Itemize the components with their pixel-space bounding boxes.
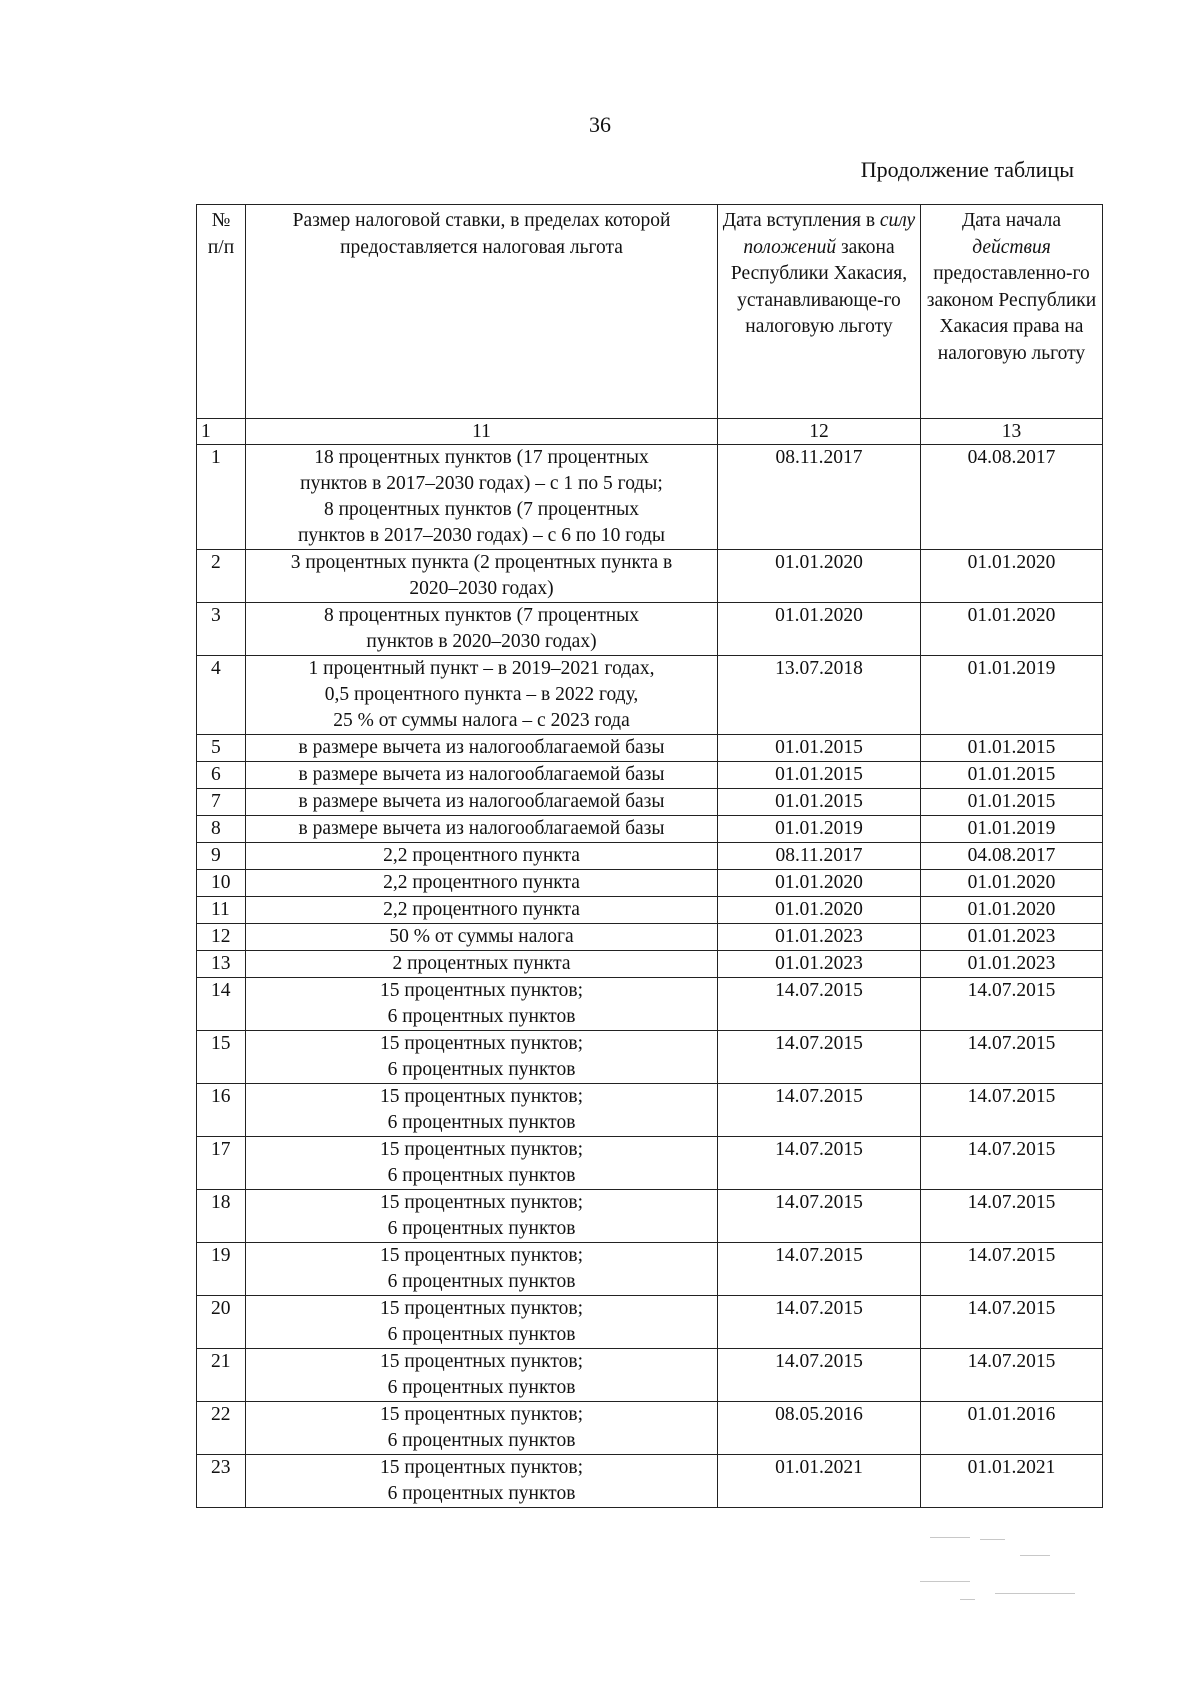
- start-date-cell: 01.01.2015: [921, 789, 1103, 816]
- effective-date-cell: 08.11.2017: [718, 843, 921, 870]
- table-row: [197, 816, 1103, 843]
- effective-date-cell: 14.07.2015: [718, 1031, 921, 1084]
- tax-rate-cell: 15 процентных пунктов; 6 процентных пунктов: [246, 1243, 718, 1296]
- tax-rate-cell: 18 процентных пунктов (17 процентных пунктов в 2017–2030 годах) – с 1 по 5 годы; 8 процентных пунктов (7 процентных пунктов в 2017–2030 годах) – с 6 по 10 годы: [246, 445, 718, 550]
- table-header: [197, 205, 1103, 445]
- row-number: 11: [197, 897, 246, 924]
- table-row: [197, 1031, 1103, 1084]
- start-date-cell: 04.08.2017: [921, 445, 1103, 550]
- effective-date-cell: 01.01.2020: [718, 897, 921, 924]
- effective-date-cell: 01.01.2023: [718, 951, 921, 978]
- start-date-cell: 01.01.2023: [921, 924, 1103, 951]
- table-row: [197, 735, 1103, 762]
- tax-rate-cell: 15 процентных пунктов; 6 процентных пунктов: [246, 1190, 718, 1243]
- row-number: 12: [197, 924, 246, 951]
- tax-rate-cell: 15 процентных пунктов; 6 процентных пунктов: [246, 1349, 718, 1402]
- table-row: [197, 1137, 1103, 1190]
- table-continuation-label: Продолжение таблицы: [860, 157, 1074, 182]
- effective-date-cell: 01.01.2019: [718, 816, 921, 843]
- row-number: 18: [197, 1190, 246, 1243]
- header-tax-rate: Размер налоговой ставки, в пределах которой предоставляется налоговая льгота: [246, 205, 718, 419]
- tax-rate-cell: в размере вычета из налогооблагаемой базы: [246, 816, 718, 843]
- effective-date-cell: 14.07.2015: [718, 1084, 921, 1137]
- row-number: 15: [197, 1031, 246, 1084]
- row-number: 14: [197, 978, 246, 1031]
- table-row: [197, 1455, 1103, 1508]
- table-row: [197, 843, 1103, 870]
- start-date-cell: 01.01.2015: [921, 735, 1103, 762]
- header-effective-date-prefix: Дата вступления в: [722, 210, 880, 231]
- header-effective-date: [718, 205, 921, 419]
- start-date-cell: 01.01.2021: [921, 1455, 1103, 1508]
- header-start-date-prefix: Дата начала: [961, 210, 1062, 231]
- tax-rate-cell: 2 процентных пункта: [246, 951, 718, 978]
- header-effective-date-suffix: закона Республики Хакасия, устанавливающе-го налоговую льготу: [730, 236, 908, 337]
- tax-rate-cell: 8 процентных пунктов (7 процентных пунктов в 2020–2030 годах): [246, 603, 718, 656]
- row-number: 9: [197, 843, 246, 870]
- table-row: [197, 1402, 1103, 1455]
- table-row: [197, 870, 1103, 897]
- start-date-cell: 14.07.2015: [921, 1349, 1103, 1402]
- effective-date-cell: 01.01.2021: [718, 1455, 921, 1508]
- tax-rate-cell: в размере вычета из налогооблагаемой базы: [246, 789, 718, 816]
- start-date-cell: 14.07.2015: [921, 1084, 1103, 1137]
- tax-rate-cell: 15 процентных пунктов; 6 процентных пунктов: [246, 1296, 718, 1349]
- start-date-cell: 01.01.2019: [921, 816, 1103, 843]
- effective-date-cell: 08.11.2017: [718, 445, 921, 550]
- tax-rate-cell: 15 процентных пунктов; 6 процентных пунктов: [246, 1137, 718, 1190]
- table-row: [197, 1349, 1103, 1402]
- tax-rate-cell: 15 процентных пунктов; 6 процентных пунктов: [246, 1084, 718, 1137]
- row-number: 2: [197, 550, 246, 603]
- table-row: [197, 550, 1103, 603]
- row-number: 22: [197, 1402, 246, 1455]
- tax-rate-cell: 15 процентных пунктов; 6 процентных пунктов: [246, 1455, 718, 1508]
- effective-date-cell: 01.01.2015: [718, 735, 921, 762]
- start-date-cell: 14.07.2015: [921, 1243, 1103, 1296]
- effective-date-cell: 01.01.2015: [718, 789, 921, 816]
- row-number: 20: [197, 1296, 246, 1349]
- row-number: 19: [197, 1243, 246, 1296]
- table-row: [197, 1084, 1103, 1137]
- tax-rate-cell: 15 процентных пунктов; 6 процентных пунктов: [246, 978, 718, 1031]
- table-row: [197, 978, 1103, 1031]
- table-row: [197, 951, 1103, 978]
- header-num: № п/п: [197, 205, 246, 419]
- page-number: 36: [589, 112, 611, 137]
- tax-rate-cell: 2,2 процентного пункта: [246, 870, 718, 897]
- column-number: 12: [718, 419, 921, 445]
- header-start-date-suffix: предоставленно-го законом Республики Хакасия права на налоговую льготу: [926, 263, 1097, 364]
- row-number: 6: [197, 762, 246, 789]
- start-date-cell: 01.01.2020: [921, 870, 1103, 897]
- row-number: 4: [197, 656, 246, 735]
- row-number: 7: [197, 789, 246, 816]
- tax-rate-cell: 50 % от суммы налога: [246, 924, 718, 951]
- row-number: 13: [197, 951, 246, 978]
- table-row: [197, 1190, 1103, 1243]
- start-date-cell: 01.01.2020: [921, 897, 1103, 924]
- row-number: 23: [197, 1455, 246, 1508]
- row-number: 5: [197, 735, 246, 762]
- start-date-cell: 01.01.2023: [921, 951, 1103, 978]
- table-body: [197, 445, 1103, 1508]
- column-number: 11: [246, 419, 718, 445]
- effective-date-cell: 14.07.2015: [718, 1243, 921, 1296]
- row-number: 17: [197, 1137, 246, 1190]
- effective-date-cell: 14.07.2015: [718, 1137, 921, 1190]
- start-date-cell: 14.07.2015: [921, 1190, 1103, 1243]
- effective-date-cell: 01.01.2023: [718, 924, 921, 951]
- column-number: 1: [197, 419, 246, 445]
- table-row: [197, 656, 1103, 735]
- start-date-cell: 14.07.2015: [921, 1031, 1103, 1084]
- header-start-date-italic: действия: [972, 236, 1051, 258]
- effective-date-cell: 14.07.2015: [718, 1190, 921, 1243]
- effective-date-cell: 01.01.2020: [718, 603, 921, 656]
- start-date-cell: 01.01.2020: [921, 550, 1103, 603]
- start-date-cell: 01.01.2020: [921, 603, 1103, 656]
- effective-date-cell: 14.07.2015: [718, 1296, 921, 1349]
- start-date-cell: 01.01.2016: [921, 1402, 1103, 1455]
- table-row: [197, 1296, 1103, 1349]
- tax-rate-cell: 1 процентный пункт – в 2019–2021 годах, 0,5 процентного пункта – в 2022 году, 25 % от суммы налога – с 2023 года: [246, 656, 718, 735]
- tax-rate-cell: в размере вычета из налогооблагаемой базы: [246, 762, 718, 789]
- start-date-cell: 01.01.2019: [921, 656, 1103, 735]
- row-number: 10: [197, 870, 246, 897]
- table-row: [197, 924, 1103, 951]
- start-date-cell: 04.08.2017: [921, 843, 1103, 870]
- column-numbers-row: [197, 419, 1103, 445]
- row-number: 3: [197, 603, 246, 656]
- tax-rate-cell: в размере вычета из налогооблагаемой базы: [246, 735, 718, 762]
- effective-date-cell: 14.07.2015: [718, 978, 921, 1031]
- effective-date-cell: 08.05.2016: [718, 1402, 921, 1455]
- table-row: [197, 1243, 1103, 1296]
- table-row: [197, 445, 1103, 550]
- tax-rate-cell: 15 процентных пунктов; 6 процентных пунктов: [246, 1402, 718, 1455]
- start-date-cell: 14.07.2015: [921, 978, 1103, 1031]
- table-row: [197, 897, 1103, 924]
- scan-artifact: [900, 1533, 1100, 1613]
- effective-date-cell: 01.01.2020: [718, 550, 921, 603]
- effective-date-cell: 01.01.2020: [718, 870, 921, 897]
- effective-date-cell: 14.07.2015: [718, 1349, 921, 1402]
- effective-date-cell: 01.01.2015: [718, 762, 921, 789]
- row-number: 1: [197, 445, 246, 550]
- table-row: [197, 762, 1103, 789]
- table-row: [197, 603, 1103, 656]
- effective-date-cell: 13.07.2018: [718, 656, 921, 735]
- tax-rate-cell: 2,2 процентного пункта: [246, 897, 718, 924]
- start-date-cell: 14.07.2015: [921, 1296, 1103, 1349]
- start-date-cell: 01.01.2015: [921, 762, 1103, 789]
- column-number: 13: [921, 419, 1103, 445]
- header-start-date: [921, 205, 1103, 419]
- row-number: 8: [197, 816, 246, 843]
- tax-rate-cell: 2,2 процентного пункта: [246, 843, 718, 870]
- start-date-cell: 14.07.2015: [921, 1137, 1103, 1190]
- table-row: [197, 789, 1103, 816]
- tax-rate-cell: 15 процентных пунктов; 6 процентных пунктов: [246, 1031, 718, 1084]
- row-number: 16: [197, 1084, 246, 1137]
- tax-rate-cell: 3 процентных пункта (2 процентных пункта в 2020–2030 годах): [246, 550, 718, 603]
- row-number: 21: [197, 1349, 246, 1402]
- tax-benefit-table: [196, 204, 1103, 1508]
- header-effective-date-italic: силу положений: [743, 210, 916, 258]
